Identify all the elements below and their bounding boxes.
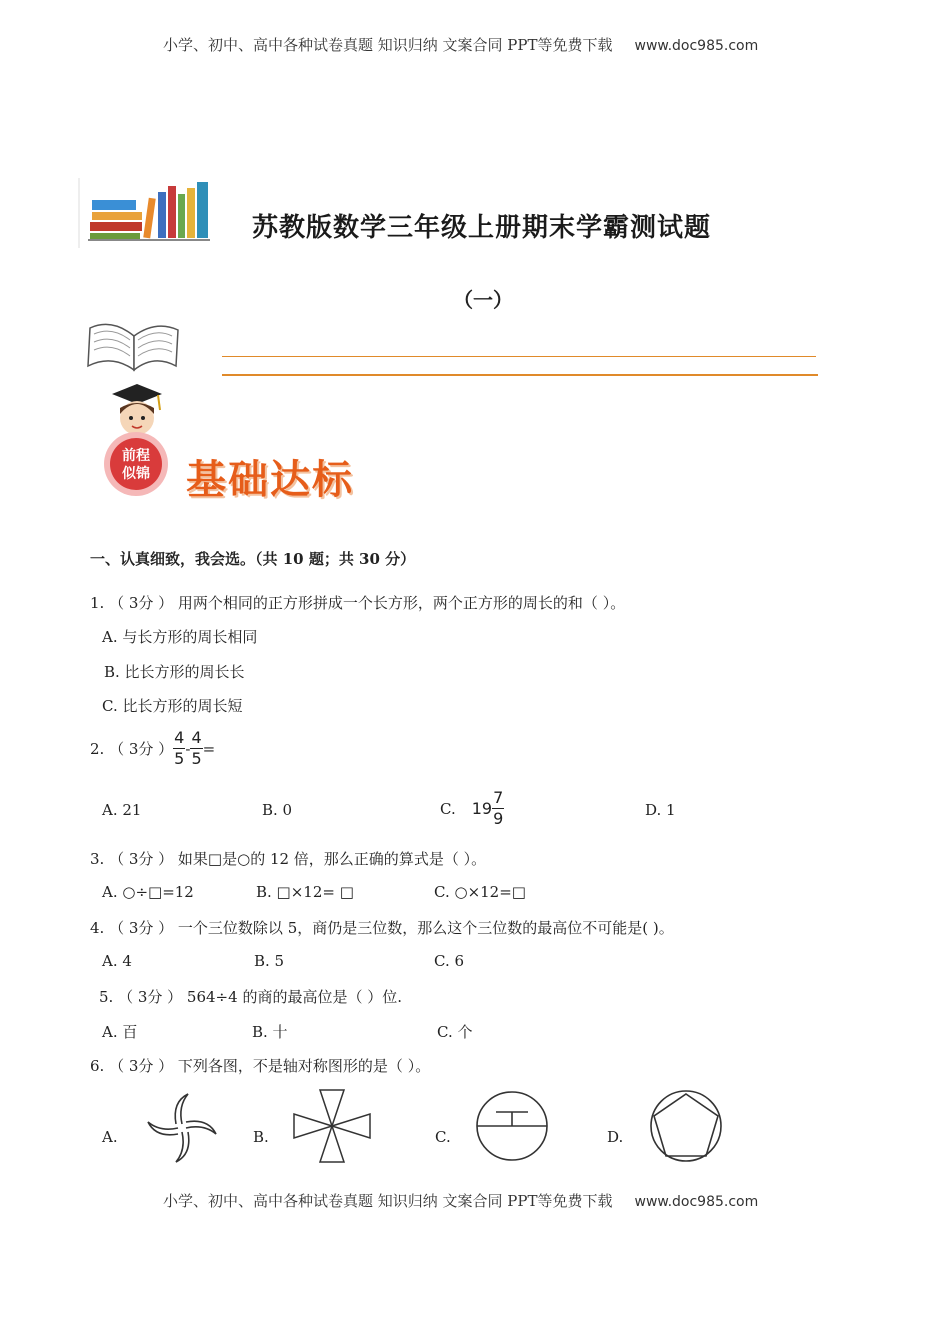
q2-option-a[interactable]: A. 21 [102,801,142,819]
q2-equals: = [202,739,216,758]
q2-option-c-label: C. [440,799,456,818]
q2-option-c-fraction: $\frac{7}{9}$ [493,788,504,828]
books-illustration [78,178,218,250]
graduate-badge [92,380,182,504]
banner-text: 基础达标 [186,457,354,503]
q2-option-c[interactable] [440,790,504,827]
pinwheel-figure[interactable] [140,1090,224,1166]
header-text: 小学、初中、高中各种试卷真题 知识归纳 文案合同 PPT等免费下载 [163,36,613,54]
q5-option-b[interactable]: B. 十 [252,1023,288,1041]
q3-option-c[interactable]: C. ○×12=□ [434,883,526,901]
q3-option-b[interactable]: B. □×12= □ [256,883,354,901]
q2-option-c-whole: 19 [471,799,493,818]
question-3: 3. （ 3分 ） 如果□是○的 12 倍，那么正确的算式是（ ）。 [90,850,487,868]
q2-operator: - [185,739,191,758]
q5-option-a[interactable]: A. 百 [102,1023,138,1041]
q2-fraction-2: $\frac{4}{5}$ [191,728,202,768]
q5-option-c[interactable]: C. 个 [437,1023,473,1041]
q4-option-c[interactable]: C. 6 [434,952,465,970]
section-heading: 一、认真细致，我会选。（共 10 题；共 30 分） [90,550,416,568]
q2-option-d[interactable]: D. 1 [645,801,676,819]
question-6: 6. （ 3分 ） 下列各图，不是轴对称图形的是（ ）。 [90,1057,431,1075]
q4-option-b[interactable]: B. 5 [254,952,285,970]
page-header [163,34,758,55]
open-book-illustration [84,310,184,378]
q4-option-a[interactable]: A. 4 [102,952,132,970]
footer-url[interactable]: www.doc985.com [634,1194,759,1210]
q6-option-c[interactable]: C. [435,1128,451,1146]
divider-line-2 [222,374,818,376]
q2-prefix: 2. （ 3分 ） [90,740,174,758]
question-4: 4. （ 3分 ） 一个三位数除以 5，商仍是三位数，那么这个三位数的最高位不可能是( )。 [90,919,674,937]
page-subtitle: （一） [453,288,513,312]
divider-line-1 [222,356,816,357]
pentagon-figure[interactable] [646,1088,728,1164]
badge-line1: 前程 [122,448,150,464]
circle-figure[interactable] [474,1088,554,1164]
page-title: 苏教版数学三年级上册期末学霸测试题 [252,213,712,243]
header-url[interactable]: www.doc985.com [634,38,759,54]
q1-option-a[interactable]: A. 与长方形的周长相同 [102,628,258,646]
badge-line2: 似锦 [122,466,150,482]
q1-option-b[interactable]: B. 比长方形的周长长 [104,663,245,681]
q6-option-a[interactable]: A. [102,1128,118,1146]
footer-text: 小学、初中、高中各种试卷真题 知识归纳 文案合同 PPT等免费下载 [163,1192,613,1210]
q2-fraction-1: $\frac{4}{5}$ [174,728,185,768]
question-1: 1. （ 3分 ） 用两个相同的正方形拼成一个长方形，两个正方形的周长的和（ ）。 [90,594,626,612]
page-footer [163,1190,758,1211]
question-2 [90,730,215,767]
q6-option-b[interactable]: B. [253,1128,269,1146]
question-5: 5. （ 3分 ） 564÷4 的商的最高位是（ ）位. [99,988,402,1006]
q1-option-c[interactable]: C. 比长方形的周长短 [102,697,243,715]
cross-figure[interactable] [290,1086,374,1166]
q3-option-a[interactable]: A. ○÷□=12 [102,883,194,901]
q6-option-d[interactable]: D. [607,1128,624,1146]
q2-option-b[interactable]: B. 0 [262,801,293,819]
